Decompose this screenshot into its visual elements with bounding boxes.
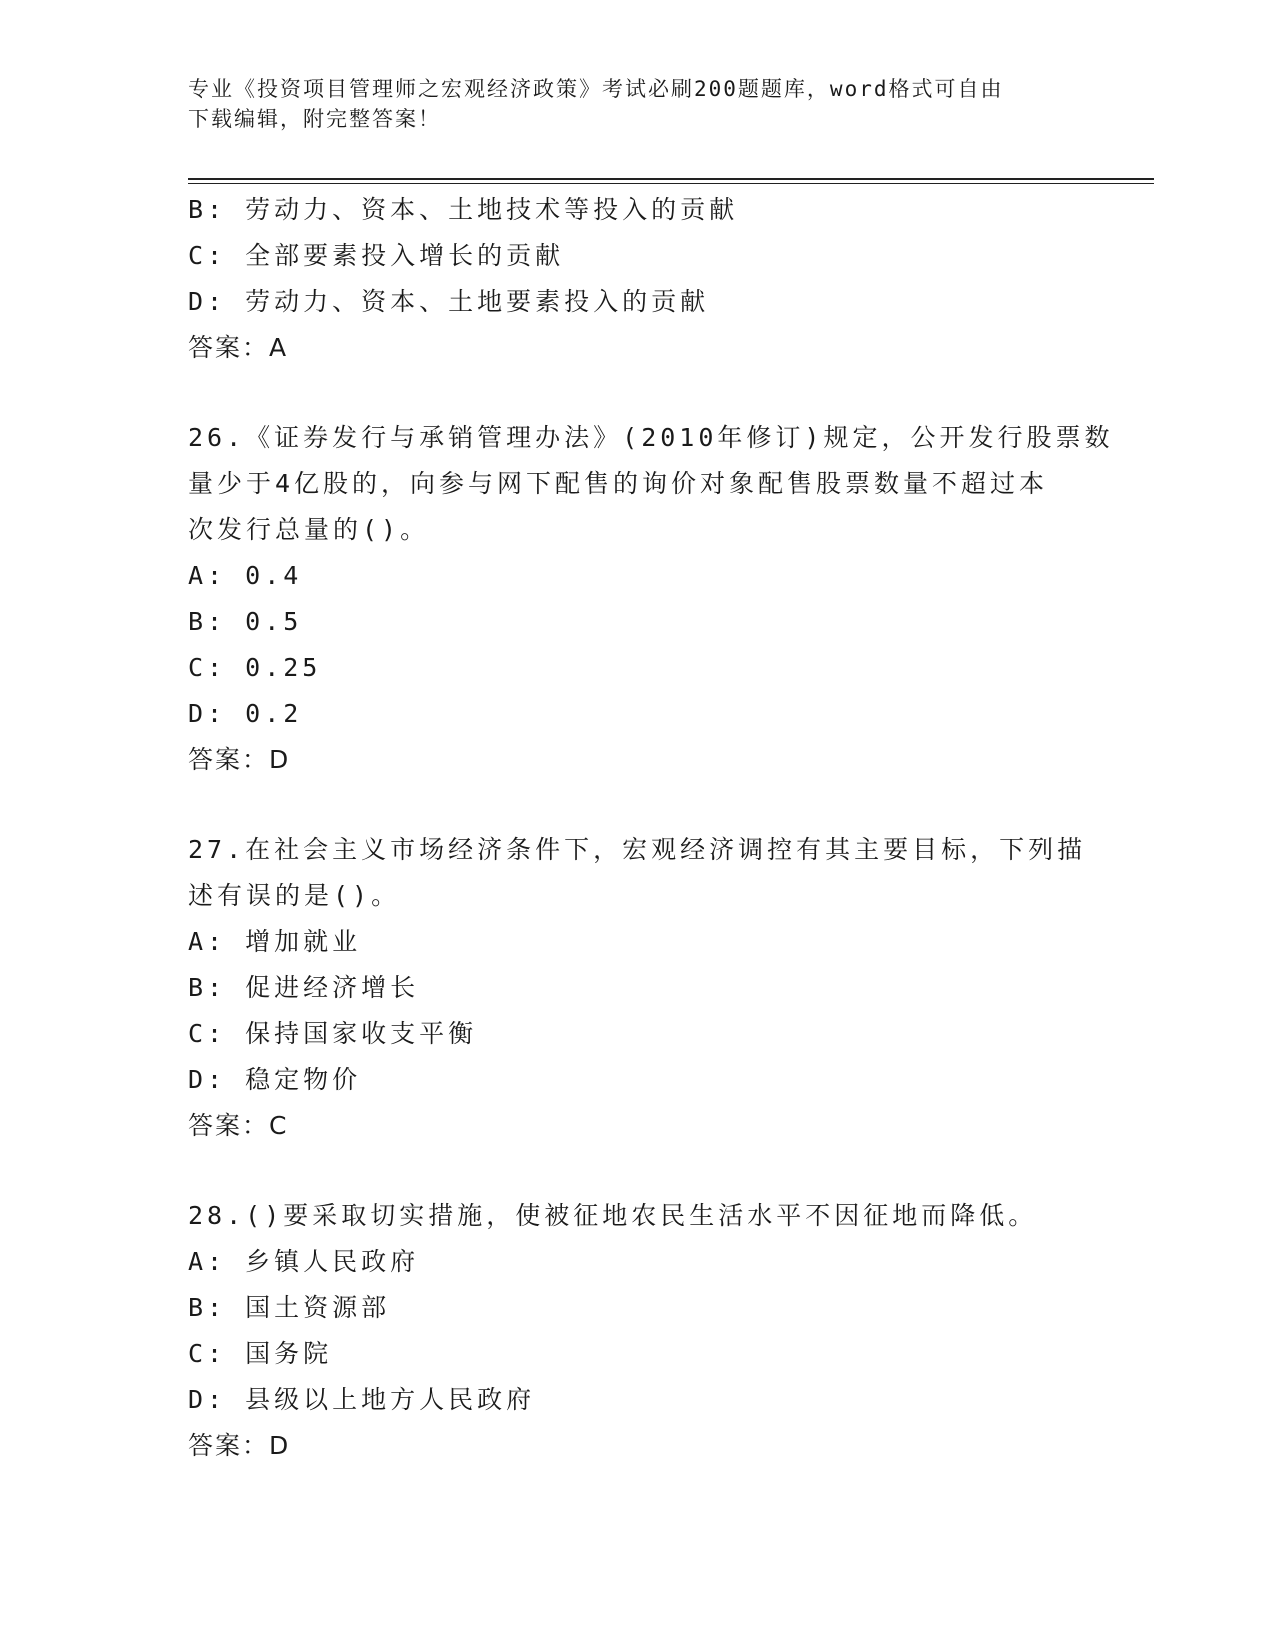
question-27-answer: 答案：C: [188, 1111, 289, 1140]
question-25-option-b: B: 劳动力、资本、土地技术等投入的贡献: [188, 195, 739, 224]
question-28-stem-line-1: 28.()要采取切实措施，使被征地农民生活水平不因征地而降低。: [188, 1201, 1038, 1230]
question-27-stem-line-1: 27.在社会主义市场经济条件下，宏观经济调控有其主要目标，下列描: [188, 835, 1087, 864]
question-27-option-d: D: 稳定物价: [188, 1065, 362, 1094]
document-body: [188, 187, 1114, 1469]
question-26-option-c: C: 0.25: [188, 653, 322, 682]
question-26-option-d: D: 0.2: [188, 699, 303, 728]
question-26-answer: 答案：D: [188, 745, 291, 774]
question-27-stem-line-2: 述有误的是()。: [188, 881, 401, 910]
question-26-stem-line-3: 次发行总量的()。: [188, 515, 430, 544]
header-line-1: 专业《投资项目管理师之宏观经济政策》考试必刷200题题库，word格式可自由: [188, 77, 1004, 101]
question-28: [188, 1193, 1088, 1469]
document-header: [188, 74, 1088, 134]
question-26-option-a: A: 0.4: [188, 561, 303, 590]
question-27-option-c: C: 保持国家收支平衡: [188, 1019, 478, 1048]
question-28-option-c: C: 国务院: [188, 1339, 333, 1368]
question-27: [188, 827, 1088, 1149]
header-divider-thick: [188, 178, 1154, 180]
question-28-option-b: B: 国土资源部: [188, 1293, 391, 1322]
question-28-option-a: A: 乡镇人民政府: [188, 1247, 420, 1276]
question-26-option-b: B: 0.5: [188, 607, 303, 636]
question-28-answer: 答案：D: [188, 1431, 291, 1460]
header-divider-thin: [188, 183, 1154, 184]
question-26-stem-line-2: 量少于4亿股的，向参与网下配售的询价对象配售股票数量不超过本: [188, 469, 1049, 498]
header-line-2: 下载编辑，附完整答案！: [188, 107, 441, 131]
question-25-answer: 答案：A: [188, 333, 289, 362]
question-25-partial: [188, 187, 1088, 371]
question-25-option-d: D: 劳动力、资本、土地要素投入的贡献: [188, 287, 710, 316]
question-26-stem-line-1: 26.《证券发行与承销管理办法》(2010年修订)规定，公开发行股票数: [188, 423, 1114, 452]
question-27-option-a: A: 增加就业: [188, 927, 362, 956]
question-25-option-c: C: 全部要素投入增长的贡献: [188, 241, 565, 270]
question-26: [188, 415, 1114, 783]
question-28-option-d: D: 县级以上地方人民政府: [188, 1385, 536, 1414]
question-27-option-b: B: 促进经济增长: [188, 973, 420, 1002]
